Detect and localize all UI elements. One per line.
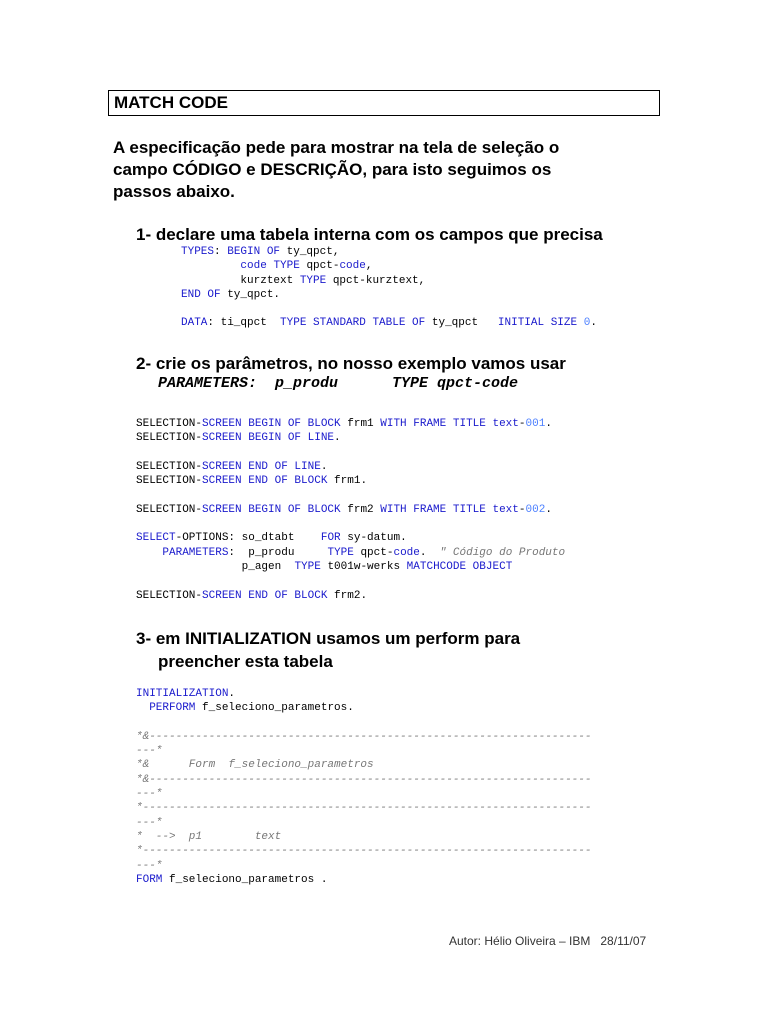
code-line [136, 731, 591, 743]
code-token: , [365, 260, 373, 273]
step-2-heading: 2- crie os parâmetros, no nosso exemplo vamos usar [136, 354, 566, 373]
code-token: . [545, 503, 552, 516]
code-line [181, 289, 280, 301]
code-token: TYPE STANDARD TABLE OF [280, 317, 426, 330]
code-token: DATA [181, 317, 208, 330]
code-token: t001w-werks [320, 560, 407, 573]
code-token: ---* [136, 788, 163, 801]
code-token: END OF [181, 288, 221, 301]
code-line [136, 432, 341, 444]
code-token: SELECTION- [136, 418, 203, 430]
code-token: - [518, 503, 526, 516]
step-3-heading [136, 627, 696, 673]
types-code-block [181, 245, 597, 331]
code-token: ty_qpct. [220, 288, 281, 301]
code-token: 0 [583, 317, 591, 330]
author-footer: Autor: Hélio Oliveira – IBM 28/11/07 [449, 934, 647, 948]
code-token: . [334, 432, 341, 445]
code-line [181, 246, 339, 258]
code-token: TYPE [327, 546, 354, 559]
intro-paragraph [113, 137, 673, 203]
code-token: . [590, 317, 597, 330]
code-token: 001 [525, 418, 546, 430]
code-line [136, 831, 281, 843]
code-token [136, 702, 149, 714]
code-line [136, 532, 407, 544]
code-token: ty_qpct [425, 317, 498, 330]
step-3-line: 3- em INITIALIZATION usamos um perform para [136, 629, 521, 648]
code-token: . [228, 688, 236, 700]
code-token: SCREEN BEGIN OF BLOCK [202, 503, 341, 516]
code-token: p_agen [136, 560, 295, 573]
intro-line: passos abaixo. [113, 182, 235, 201]
code-line [136, 845, 591, 857]
code-token: ---* [136, 859, 163, 872]
code-token: - [518, 418, 526, 430]
code-token: " Código do Produto [439, 546, 566, 559]
code-token: TYPE [294, 560, 321, 573]
code-token: ty_qpct, [280, 246, 340, 258]
code-token: qpct-kurztext, [326, 274, 426, 287]
code-line [136, 817, 162, 829]
code-token: FOR [320, 532, 341, 545]
parameters-example: PARAMETERS: p_produ TYPE qpct-code [158, 375, 519, 392]
code-token: SELECTION- [136, 460, 203, 473]
code-line [136, 874, 327, 886]
code-token: 002 [525, 503, 546, 516]
code-line [181, 260, 372, 272]
code-line [136, 860, 162, 872]
code-token: INITIALIZATION [136, 688, 229, 700]
code-token: qpct- [353, 546, 394, 559]
code-token: frm2. [327, 589, 368, 602]
code-token: frm1 [340, 418, 381, 430]
code-token: INITIAL SIZE [497, 317, 578, 330]
code-line [136, 745, 162, 757]
code-token: PARAMETERS [162, 546, 229, 559]
code-line [136, 418, 552, 430]
code-token: TYPE [273, 260, 300, 273]
code-token: : p_produ [228, 546, 328, 559]
code-token: ---* [136, 745, 163, 758]
code-token: WITH FRAME TITLE [380, 503, 486, 516]
code-token: : ti_qpct [207, 317, 281, 330]
code-line [136, 461, 327, 473]
selection-screen-code-block [136, 417, 565, 603]
code-line [136, 802, 591, 814]
code-line [136, 475, 367, 487]
code-token: text [492, 418, 519, 430]
step-3-line: preencher esta tabela [158, 652, 333, 671]
code-token: FORM [136, 873, 163, 886]
code-token: WITH FRAME TITLE [380, 418, 486, 430]
intro-line: campo CÓDIGO e DESCRIÇÃO, para isto seguimos os [113, 160, 552, 179]
code-line [136, 504, 552, 516]
code-token: SCREEN BEGIN OF LINE [202, 432, 335, 445]
code-token: SCREEN END OF BLOCK [202, 475, 328, 488]
code-token: TYPE [299, 274, 327, 287]
code-token: TYPES [181, 246, 215, 258]
code-line [136, 561, 512, 573]
code-token: SELECTION- [136, 475, 203, 488]
code-token: *-------------------------------------------------------------------- [136, 845, 592, 858]
code-line [181, 317, 597, 329]
code-token: . [419, 546, 440, 559]
code-line [181, 275, 425, 287]
code-line [136, 688, 235, 700]
code-token: qpct- [299, 260, 340, 273]
code-token: MATCHCODE OBJECT [406, 560, 513, 573]
code-line [136, 788, 162, 800]
code-token: frm1. [327, 475, 368, 488]
code-line [136, 759, 374, 771]
code-token: SCREEN BEGIN OF BLOCK [202, 418, 341, 430]
code-line [136, 547, 565, 559]
code-line [136, 774, 591, 786]
code-token: text [492, 503, 519, 516]
code-token: ---* [136, 816, 163, 829]
intro-line: A especificação pede para mostrar na tela de seleção o [113, 138, 560, 157]
code-token: SELECT [136, 532, 176, 545]
code-token: code [393, 546, 420, 559]
code-token: : [214, 246, 228, 258]
code-line [136, 702, 354, 714]
code-token: * --> p1 text [136, 830, 282, 843]
code-token: -OPTIONS: so_dtabt [175, 532, 321, 545]
code-token: frm2 [340, 503, 381, 516]
code-token: BEGIN OF [227, 246, 281, 258]
code-token: . [545, 418, 552, 430]
code-token: SCREEN END OF LINE [202, 460, 321, 473]
document-title: MATCH CODE [108, 90, 660, 116]
code-token: f_seleciono_parametros . [162, 873, 328, 886]
code-token: *& Form f_seleciono_parametros [136, 759, 374, 772]
code-token: SELECTION- [136, 589, 203, 602]
code-token: code [339, 260, 366, 273]
code-line [136, 590, 367, 602]
code-token: *&------------------------------------------------------------------- [136, 773, 592, 786]
step-1-heading: 1- declare uma tabela interna com os campos que precisa [136, 225, 603, 244]
code-token: SELECTION- [136, 432, 203, 445]
initialization-code-block [136, 687, 591, 887]
code-token: kurztext [181, 274, 300, 287]
code-token: *-------------------------------------------------------------------- [136, 802, 592, 815]
code-token: sy-datum. [340, 532, 407, 545]
code-token: SCREEN END OF BLOCK [202, 589, 328, 602]
code-token [181, 260, 240, 272]
code-token [136, 547, 162, 559]
code-token: f_seleciono_parametros. [195, 702, 354, 715]
code-token: . [320, 460, 328, 473]
code-token: *&------------------------------------------------------------------- [136, 730, 592, 743]
code-token [577, 317, 584, 329]
code-token: SELECTION- [136, 503, 203, 516]
code-token: code [240, 260, 267, 273]
code-token: PERFORM [149, 702, 196, 715]
